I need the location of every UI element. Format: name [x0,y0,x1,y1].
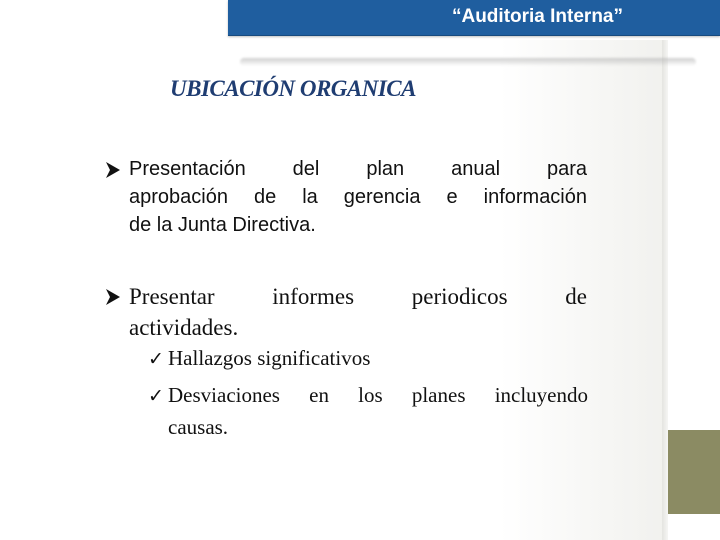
sub-item-1 [148,343,588,375]
sub-item-2-line [148,380,588,412]
bullet-1-text [129,155,587,239]
bullet-1-line: de la Junta Directiva. [129,214,316,236]
header-shadow [240,58,696,66]
sub-item-2 [148,380,588,442]
bullet-2-text [129,281,587,343]
sub-item-2-line: causas. [168,415,229,439]
checkmark-icon: ✓ [148,349,164,370]
sub-item-1-text: Hallazgos significativos [168,346,371,370]
checkmark-icon: ✓ [148,386,164,407]
arrow-bullet-icon [104,288,122,306]
sub-item-2-text: Desviaciones en los planes incluyendo [168,383,588,407]
header-bar [228,0,720,36]
header-title: “Auditoria Interna” [451,6,623,27]
arrow-bullet-icon [104,161,122,179]
section-title: UBICACIÓN ORGANICA [170,76,416,101]
bullet-2-line: actividades. [129,315,239,340]
bullet-1-line: aprobación de la gerencia e información [129,186,587,208]
bullet-1-line: Presentación del plan anual para [129,158,587,180]
decorative-block [668,430,720,514]
bullet-2-line: Presentar informes periodicos de [129,284,587,309]
